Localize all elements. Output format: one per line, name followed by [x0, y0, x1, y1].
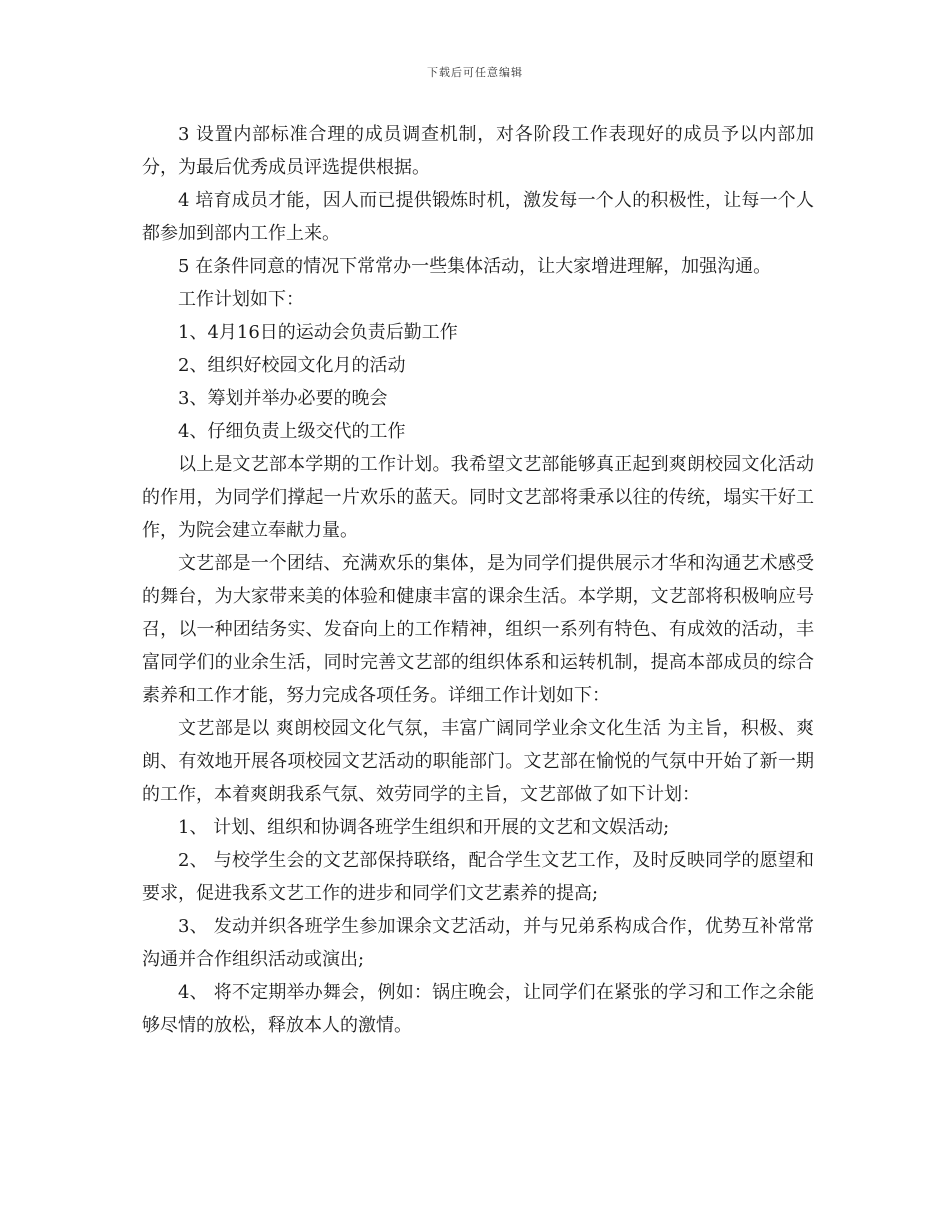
paragraph-department-intro: 文艺部是一个团结、充满欢乐的集体，是为同学们提供展示才华和沟通艺术感受的舞台，为大家带来美的体验和健康丰富的课余生活。本学期，文艺部将积极响应号召，以一种团结务实、发奋向上的工作精神，组织一系列有特色、有成效的活动，丰富同学们的业余生活，同时完善文艺部的组织体系和运转机制，提高本部成员的综合素养和工作才能，努力完成各项任务。详细工作计划如下：	[142, 553, 814, 706]
paragraph-plan-item-4: 4、仔细负责上级交代的工作	[178, 421, 406, 442]
paragraph-summary: 以上是文艺部本学期的工作计划。我希望文艺部能够真正起到爽朗校园文化活动的作用，为同学们撑起一片欢乐的蓝天。同时文艺部将秉承以往的传统，塌实干好工作，为院会建立奉献力量。	[142, 454, 814, 541]
paragraph-member-survey: 3 设置内部标准合理的成员调查机制，对各阶段工作表现好的成员予以内部加分，为最后优秀成员评选提供根据。	[142, 124, 814, 178]
paragraph-plan-item-2: 2、组织好校园文化月的活动	[178, 355, 406, 376]
header-note: 下载后可任意编辑	[427, 66, 523, 79]
paragraph-member-talent: 4 培育成员才能，因人而已提供锻炼时机，激发每一个人的积极性，让每一个人都参加到部内工作上来。	[142, 190, 814, 244]
paragraph-department-purpose: 文艺部是以 爽朗校园文化气氛，丰富广阔同学业余文化生活 为主旨，积极、爽朗、有效地开展各项校园文艺活动的职能部门。文艺部在愉悦的气氛中开始了新一期的工作，本着爽朗我系气氛、效劳同学的主旨，文艺部做了如下计划：	[142, 718, 814, 805]
paragraph-group-activities: 5 在条件同意的情况下常常办一些集体活动，让大家增进理解，加强沟通。	[178, 256, 772, 277]
paragraph-plan-item-1: 1、4月16日的运动会负责后勤工作	[178, 322, 458, 343]
paragraph-plan-heading: 工作计划如下：	[178, 289, 304, 310]
paragraph-task-3: 3、 发动并织各班学生参加课余文艺活动，并与兄弟系构成合作，优势互补常常沟通并合作组织活动或演出;	[142, 916, 814, 970]
document-body	[142, 118, 814, 1042]
paragraph-task-4: 4、 将不定期举办舞会，例如：锅庄晚会，让同学们在紧张的学习和工作之余能够尽情的放松，释放本人的激情。	[142, 982, 814, 1036]
paragraph-task-1: 1、 计划、组织和协调各班学生组织和开展的文艺和文娱活动;	[178, 817, 670, 838]
paragraph-plan-item-3: 3、筹划并举办必要的晚会	[178, 388, 388, 409]
paragraph-task-2: 2、 与校学生会的文艺部保持联络，配合学生文艺工作，及时反映同学的愿望和要求，促进我系文艺工作的进步和同学们文艺素养的提高;	[142, 850, 814, 904]
